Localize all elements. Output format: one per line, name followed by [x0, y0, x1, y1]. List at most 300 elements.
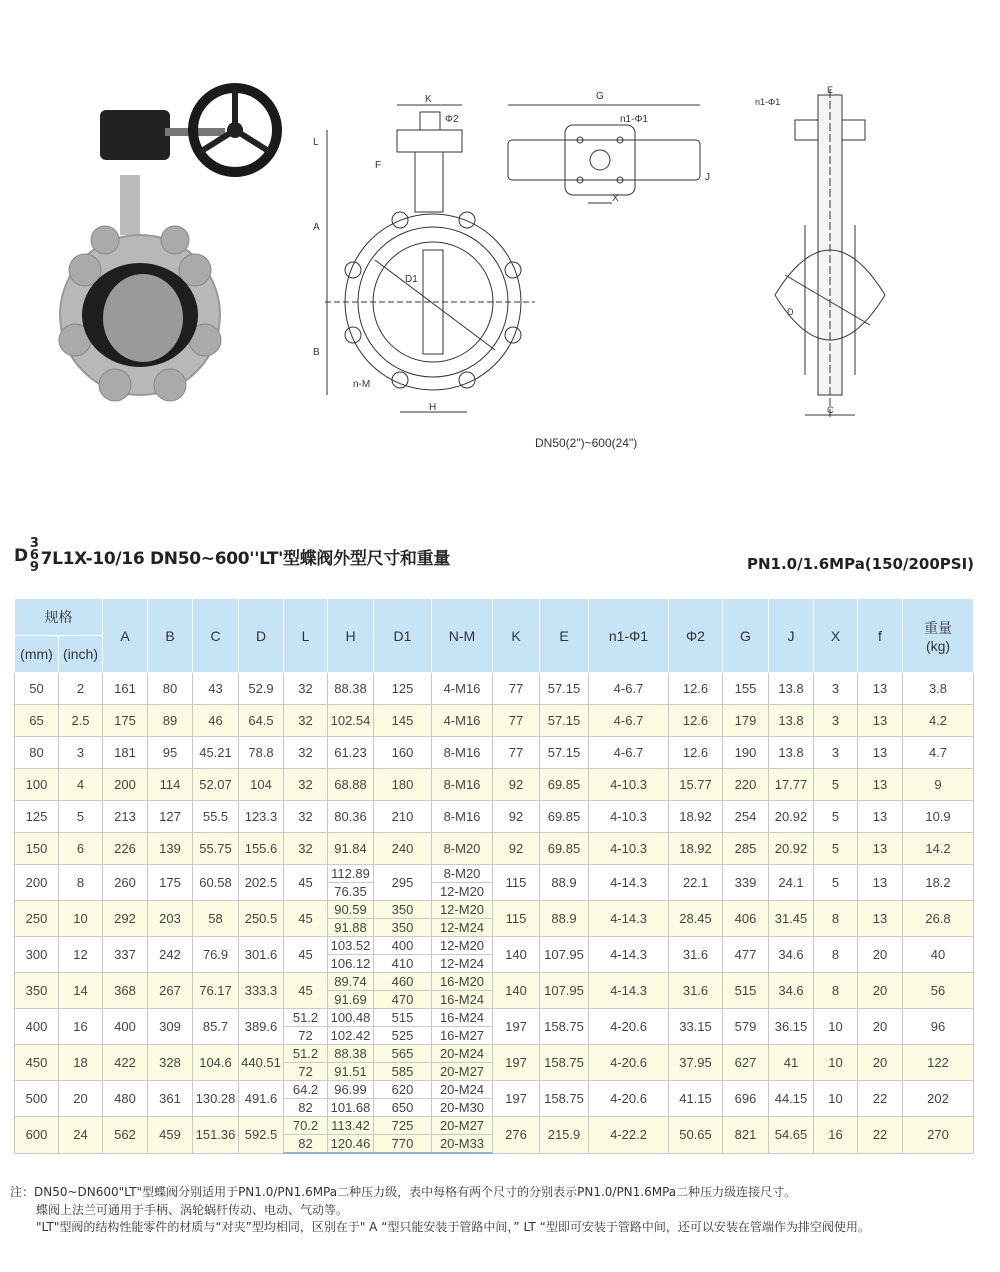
- cell-n1: 4-14.3: [589, 973, 669, 1009]
- title-prefix: D: [14, 546, 28, 566]
- cell-b: 139: [148, 833, 193, 865]
- cell-nm: 20-M33: [432, 1135, 493, 1154]
- cell-d1: 295: [374, 865, 432, 901]
- cell-h: 112.89: [328, 865, 374, 883]
- cell-nm: 12-M20: [432, 937, 493, 955]
- cell-l: 51.2: [284, 1045, 328, 1063]
- cell-x: 5: [814, 769, 858, 801]
- cell-c: 45.21: [193, 737, 239, 769]
- cell-h: 102.54: [328, 705, 374, 737]
- label-k: K: [425, 94, 432, 105]
- cell-nm: 8-M16: [432, 737, 493, 769]
- cell-e: 158.75: [540, 1081, 589, 1117]
- gearbox: [100, 110, 170, 160]
- cell-h: 91.69: [328, 991, 374, 1009]
- cell-inch: 2: [59, 673, 103, 705]
- cell-k: 92: [493, 833, 540, 865]
- column-header: B: [148, 599, 193, 673]
- cell-d1: 770: [374, 1135, 432, 1154]
- cell-x: 16: [814, 1117, 858, 1154]
- label-x: X: [612, 193, 619, 204]
- cell-h: 102.42: [328, 1027, 374, 1045]
- cell-a: 562: [103, 1117, 148, 1154]
- cell-g: 220: [723, 769, 769, 801]
- cell-h: 91.84: [328, 833, 374, 865]
- cell-n1: 4-6.7: [589, 737, 669, 769]
- cell-b: 459: [148, 1117, 193, 1154]
- cell-a: 292: [103, 901, 148, 937]
- cell-d: 104: [239, 769, 284, 801]
- cell-k: 276: [493, 1117, 540, 1154]
- cell-n1: 4-14.3: [589, 865, 669, 901]
- label-n1-phi1-side: n1-Φ1: [755, 97, 781, 107]
- side-view-drawing: [745, 85, 915, 425]
- cell-d: 440.51: [239, 1045, 284, 1081]
- cell-n1: 4-20.6: [589, 1045, 669, 1081]
- cell-b: 267: [148, 973, 193, 1009]
- cell-d1: 650: [374, 1099, 432, 1117]
- cell-b: 242: [148, 937, 193, 973]
- weight-label: 重量: [924, 619, 952, 636]
- cell-f: 13: [858, 737, 903, 769]
- cell-d: 52.9: [239, 673, 284, 705]
- cell-e: 158.75: [540, 1045, 589, 1081]
- cell-nm: 16-M20: [432, 973, 493, 991]
- cell-h: 61.23: [328, 737, 374, 769]
- cell-a: 181: [103, 737, 148, 769]
- cell-k: 77: [493, 705, 540, 737]
- cell-b: 203: [148, 901, 193, 937]
- cell-w: 3.8: [903, 673, 974, 705]
- cell-a: 480: [103, 1081, 148, 1117]
- cell-l: 32: [284, 705, 328, 737]
- cell-b: 80: [148, 673, 193, 705]
- cell-mm: 80: [15, 737, 59, 769]
- cell-e: 88.9: [540, 901, 589, 937]
- cell-a: 337: [103, 937, 148, 973]
- cell-w: 96: [903, 1009, 974, 1045]
- cell-d: 64.5: [239, 705, 284, 737]
- cell-n1: 4-6.7: [589, 705, 669, 737]
- weight-unit: (kg): [925, 637, 951, 654]
- cell-k: 197: [493, 1081, 540, 1117]
- cell-w: 14.2: [903, 833, 974, 865]
- pressure-rating: PN1.0/1.6MPa(150/200PSI): [747, 555, 974, 573]
- cell-nm: 20-M24: [432, 1081, 493, 1099]
- table-row: [15, 705, 974, 737]
- cell-n1: 4-6.7: [589, 673, 669, 705]
- cell-nm: 20-M27: [432, 1117, 493, 1135]
- cell-d1: 145: [374, 705, 432, 737]
- cell-l: 32: [284, 737, 328, 769]
- label-phi2: Φ2: [445, 114, 459, 125]
- cell-nm: 8-M16: [432, 801, 493, 833]
- cell-f: 20: [858, 1009, 903, 1045]
- cell-c: 76.9: [193, 937, 239, 973]
- cell-g: 477: [723, 937, 769, 973]
- cell-e: 69.85: [540, 769, 589, 801]
- cell-j: 24.1: [769, 865, 814, 901]
- cell-a: 213: [103, 801, 148, 833]
- table-row: [15, 1117, 974, 1135]
- cell-c: 76.17: [193, 973, 239, 1009]
- cell-h: 80.36: [328, 801, 374, 833]
- cell-n1: 4-10.3: [589, 769, 669, 801]
- cell-w: 9: [903, 769, 974, 801]
- cell-mm: 250: [15, 901, 59, 937]
- cell-h: 76.35: [328, 883, 374, 901]
- cell-b: 114: [148, 769, 193, 801]
- cell-f: 13: [858, 673, 903, 705]
- cell-p2: 15.77: [669, 769, 723, 801]
- cell-h: 90.59: [328, 901, 374, 919]
- cell-n1: 4-10.3: [589, 801, 669, 833]
- cell-nm: 16-M27: [432, 1027, 493, 1045]
- cell-c: 151.36: [193, 1117, 239, 1154]
- cell-nm: 12-M24: [432, 955, 493, 973]
- cell-p2: 12.6: [669, 705, 723, 737]
- cell-g: 821: [723, 1117, 769, 1154]
- cell-w: 18.2: [903, 865, 974, 901]
- cell-x: 10: [814, 1081, 858, 1117]
- label-d1: D1: [405, 274, 418, 285]
- cell-j: 13.8: [769, 737, 814, 769]
- cell-k: 77: [493, 737, 540, 769]
- cell-f: 13: [858, 865, 903, 901]
- cell-f: 13: [858, 833, 903, 865]
- cell-p2: 41.15: [669, 1081, 723, 1117]
- cell-inch: 10: [59, 901, 103, 937]
- cell-p2: 12.6: [669, 737, 723, 769]
- cell-l: 64.2: [284, 1081, 328, 1099]
- cell-d1: 585: [374, 1063, 432, 1081]
- cell-p2: 31.6: [669, 973, 723, 1009]
- cell-j: 13.8: [769, 673, 814, 705]
- cell-inch: 3: [59, 737, 103, 769]
- cell-a: 422: [103, 1045, 148, 1081]
- cell-inch: 4: [59, 769, 103, 801]
- cell-d: 123.3: [239, 801, 284, 833]
- cell-k: 92: [493, 801, 540, 833]
- cell-a: 200: [103, 769, 148, 801]
- top-view-drawing: [500, 85, 720, 215]
- cell-w: 40: [903, 937, 974, 973]
- cell-j: 17.77: [769, 769, 814, 801]
- cell-d: 491.6: [239, 1081, 284, 1117]
- cell-p2: 31.6: [669, 937, 723, 973]
- label-j: J: [705, 172, 710, 183]
- cell-f: 20: [858, 1045, 903, 1081]
- cell-j: 13.8: [769, 705, 814, 737]
- cell-f: 13: [858, 801, 903, 833]
- cell-nm: 4-M16: [432, 673, 493, 705]
- cell-x: 5: [814, 865, 858, 901]
- table-row: [15, 769, 974, 801]
- cell-k: 140: [493, 937, 540, 973]
- cell-l: 82: [284, 1099, 328, 1117]
- cell-a: 161: [103, 673, 148, 705]
- cell-d1: 460: [374, 973, 432, 991]
- cell-c: 58: [193, 901, 239, 937]
- cell-f: 20: [858, 937, 903, 973]
- cell-b: 95: [148, 737, 193, 769]
- cell-j: 34.6: [769, 973, 814, 1009]
- drawing-caption: DN50(2")~600(24"): [535, 436, 638, 450]
- cell-j: 44.15: [769, 1081, 814, 1117]
- table-row: [15, 1045, 974, 1063]
- cell-w: 10.9: [903, 801, 974, 833]
- column-header: 规格: [15, 599, 103, 636]
- cell-nm: 16-M24: [432, 1009, 493, 1027]
- column-header: N-M: [432, 599, 493, 673]
- cell-nm: 8-M16: [432, 769, 493, 801]
- label-l: L: [313, 137, 319, 148]
- cell-d1: 210: [374, 801, 432, 833]
- cell-mm: 100: [15, 769, 59, 801]
- table-title: [14, 538, 450, 574]
- column-header: Φ2: [669, 599, 723, 673]
- cell-j: 54.65: [769, 1117, 814, 1154]
- column-header: f: [858, 599, 903, 673]
- label-g: G: [596, 91, 604, 102]
- cell-d: 78.8: [239, 737, 284, 769]
- cell-c: 46: [193, 705, 239, 737]
- cell-l: 51.2: [284, 1009, 328, 1027]
- column-header-weight: [903, 599, 974, 673]
- cell-k: 197: [493, 1009, 540, 1045]
- cell-g: 190: [723, 737, 769, 769]
- cell-nm: 8-M20: [432, 833, 493, 865]
- cell-h: 88.38: [328, 1045, 374, 1063]
- cell-c: 130.28: [193, 1081, 239, 1117]
- cell-c: 52.07: [193, 769, 239, 801]
- cell-a: 368: [103, 973, 148, 1009]
- cell-e: 57.15: [540, 705, 589, 737]
- cell-d1: 620: [374, 1081, 432, 1099]
- column-header: D1: [374, 599, 432, 673]
- cell-d1: 470: [374, 991, 432, 1009]
- cell-a: 400: [103, 1009, 148, 1045]
- cell-d: 301.6: [239, 937, 284, 973]
- cell-d: 202.5: [239, 865, 284, 901]
- cell-g: 406: [723, 901, 769, 937]
- cell-l: 45: [284, 865, 328, 901]
- cell-p2: 28.45: [669, 901, 723, 937]
- column-header: K: [493, 599, 540, 673]
- column-header: D: [239, 599, 284, 673]
- cell-a: 226: [103, 833, 148, 865]
- cell-f: 13: [858, 901, 903, 937]
- cell-l: 45: [284, 937, 328, 973]
- cell-mm: 450: [15, 1045, 59, 1081]
- label-a: A: [313, 222, 320, 233]
- cell-k: 77: [493, 673, 540, 705]
- notes: [10, 1184, 870, 1237]
- cell-w: 202: [903, 1081, 974, 1117]
- cell-n1: 4-20.6: [589, 1081, 669, 1117]
- cell-l: 32: [284, 833, 328, 865]
- cell-mm: 600: [15, 1117, 59, 1154]
- cell-d1: 350: [374, 901, 432, 919]
- label-h: H: [429, 402, 437, 413]
- title-stack-3: 3: [29, 536, 39, 551]
- cell-k: 197: [493, 1045, 540, 1081]
- cell-d1: 515: [374, 1009, 432, 1027]
- cell-p2: 37.95: [669, 1045, 723, 1081]
- cell-g: 627: [723, 1045, 769, 1081]
- cell-k: 115: [493, 901, 540, 937]
- cell-d1: 240: [374, 833, 432, 865]
- cell-e: 88.9: [540, 865, 589, 901]
- cell-inch: 18: [59, 1045, 103, 1081]
- cell-f: 22: [858, 1117, 903, 1154]
- cell-d1: 400: [374, 937, 432, 955]
- cell-f: 20: [858, 973, 903, 1009]
- cell-d1: 725: [374, 1117, 432, 1135]
- cell-d: 250.5: [239, 901, 284, 937]
- label-e: E: [827, 85, 834, 95]
- cell-c: 60.58: [193, 865, 239, 901]
- cell-e: 69.85: [540, 833, 589, 865]
- label-f: F: [375, 160, 382, 171]
- cell-n1: 4-10.3: [589, 833, 669, 865]
- cell-f: 22: [858, 1081, 903, 1117]
- cell-d1: 160: [374, 737, 432, 769]
- cell-g: 515: [723, 973, 769, 1009]
- cell-nm: 12-M24: [432, 919, 493, 937]
- cell-nm: 8-M20: [432, 865, 493, 883]
- cell-inch: 5: [59, 801, 103, 833]
- cell-x: 3: [814, 705, 858, 737]
- cell-h: 91.88: [328, 919, 374, 937]
- cell-inch: 2.5: [59, 705, 103, 737]
- cell-l: 72: [284, 1027, 328, 1045]
- cell-g: 254: [723, 801, 769, 833]
- cell-w: 4.7: [903, 737, 974, 769]
- cell-nm: 12-M20: [432, 883, 493, 901]
- cell-p2: 22.1: [669, 865, 723, 901]
- cell-w: 56: [903, 973, 974, 1009]
- table-row: [15, 673, 974, 705]
- column-header: J: [769, 599, 814, 673]
- cell-h: 120.46: [328, 1135, 374, 1154]
- cell-mm: 400: [15, 1009, 59, 1045]
- cell-mm: 50: [15, 673, 59, 705]
- cell-j: 41: [769, 1045, 814, 1081]
- table-row: [15, 1009, 974, 1027]
- cell-c: 85.7: [193, 1009, 239, 1045]
- cell-d1: 565: [374, 1045, 432, 1063]
- cell-n1: 4-14.3: [589, 901, 669, 937]
- cell-mm: 300: [15, 937, 59, 973]
- note-3: "LT"型阀的结构性能零件的材质与“对夹”型均相同，区别在于" A “型只能安装于管路中间，” LT “型即可安装于管路中间，还可以安装在管端作为排空阀使用。: [36, 1220, 870, 1234]
- cell-nm: 12-M20: [432, 901, 493, 919]
- cell-mm: 65: [15, 705, 59, 737]
- dimension-table: [14, 598, 974, 1154]
- cell-b: 89: [148, 705, 193, 737]
- cell-w: 26.8: [903, 901, 974, 937]
- cell-c: 55.5: [193, 801, 239, 833]
- cell-d: 333.3: [239, 973, 284, 1009]
- cell-x: 10: [814, 1009, 858, 1045]
- table-row: [15, 937, 974, 955]
- cell-h: 68.88: [328, 769, 374, 801]
- cell-d: 592.5: [239, 1117, 284, 1154]
- cell-h: 101.68: [328, 1099, 374, 1117]
- cell-e: 57.15: [540, 673, 589, 705]
- cell-nm: 4-M16: [432, 705, 493, 737]
- cell-l: 32: [284, 769, 328, 801]
- cell-e: 215.9: [540, 1117, 589, 1154]
- cell-mm: 125: [15, 801, 59, 833]
- note-1: 注：DN50~DN600"LT"型蝶阀分别适用于PN1.0/PN1.6MPa二种压力级，表中每格有两个尺寸的分别表示PN1.0/PN1.6MPa二种压力级连接尺寸。: [10, 1185, 797, 1199]
- cell-x: 8: [814, 973, 858, 1009]
- cell-h: 100.48: [328, 1009, 374, 1027]
- cell-w: 4.2: [903, 705, 974, 737]
- cell-e: 107.95: [540, 973, 589, 1009]
- cell-d1: 525: [374, 1027, 432, 1045]
- cell-e: 158.75: [540, 1009, 589, 1045]
- cell-g: 696: [723, 1081, 769, 1117]
- cell-mm: 150: [15, 833, 59, 865]
- column-header: G: [723, 599, 769, 673]
- cell-g: 155: [723, 673, 769, 705]
- cell-c: 55.75: [193, 833, 239, 865]
- cell-e: 57.15: [540, 737, 589, 769]
- cell-h: 106.12: [328, 955, 374, 973]
- cell-l: 82: [284, 1135, 328, 1154]
- note-2: 蝶阀上法兰可通用于手柄、涡轮蜗杆传动、电动、气动等。: [36, 1202, 349, 1217]
- cell-g: 285: [723, 833, 769, 865]
- cell-d: 155.6: [239, 833, 284, 865]
- title-rest: 7L1X-10/16 DN50~600''LT'型蝶阀外型尺寸和重量: [40, 548, 451, 569]
- cell-h: 91.51: [328, 1063, 374, 1081]
- cell-j: 31.45: [769, 901, 814, 937]
- cell-e: 69.85: [540, 801, 589, 833]
- cell-l: 32: [284, 673, 328, 705]
- cell-x: 3: [814, 737, 858, 769]
- cell-p2: 18.92: [669, 801, 723, 833]
- column-header: (inch): [59, 636, 103, 673]
- cell-j: 20.92: [769, 801, 814, 833]
- cell-h: 103.52: [328, 937, 374, 955]
- cell-l: 45: [284, 973, 328, 1009]
- cell-a: 175: [103, 705, 148, 737]
- cell-c: 104.6: [193, 1045, 239, 1081]
- cell-d1: 180: [374, 769, 432, 801]
- cell-x: 8: [814, 901, 858, 937]
- cell-e: 107.95: [540, 937, 589, 973]
- cell-h: 89.74: [328, 973, 374, 991]
- cell-nm: 20-M24: [432, 1045, 493, 1063]
- column-header: E: [540, 599, 589, 673]
- column-header: L: [284, 599, 328, 673]
- cell-x: 3: [814, 673, 858, 705]
- cell-inch: 14: [59, 973, 103, 1009]
- cell-g: 339: [723, 865, 769, 901]
- cell-j: 20.92: [769, 833, 814, 865]
- cell-inch: 16: [59, 1009, 103, 1045]
- cell-h: 88.38: [328, 673, 374, 705]
- cell-b: 309: [148, 1009, 193, 1045]
- cell-x: 10: [814, 1045, 858, 1081]
- label-b: B: [313, 347, 320, 358]
- cell-nm: 16-M24: [432, 991, 493, 1009]
- cell-mm: 200: [15, 865, 59, 901]
- table-row: [15, 865, 974, 883]
- cell-n1: 4-20.6: [589, 1009, 669, 1045]
- cell-inch: 6: [59, 833, 103, 865]
